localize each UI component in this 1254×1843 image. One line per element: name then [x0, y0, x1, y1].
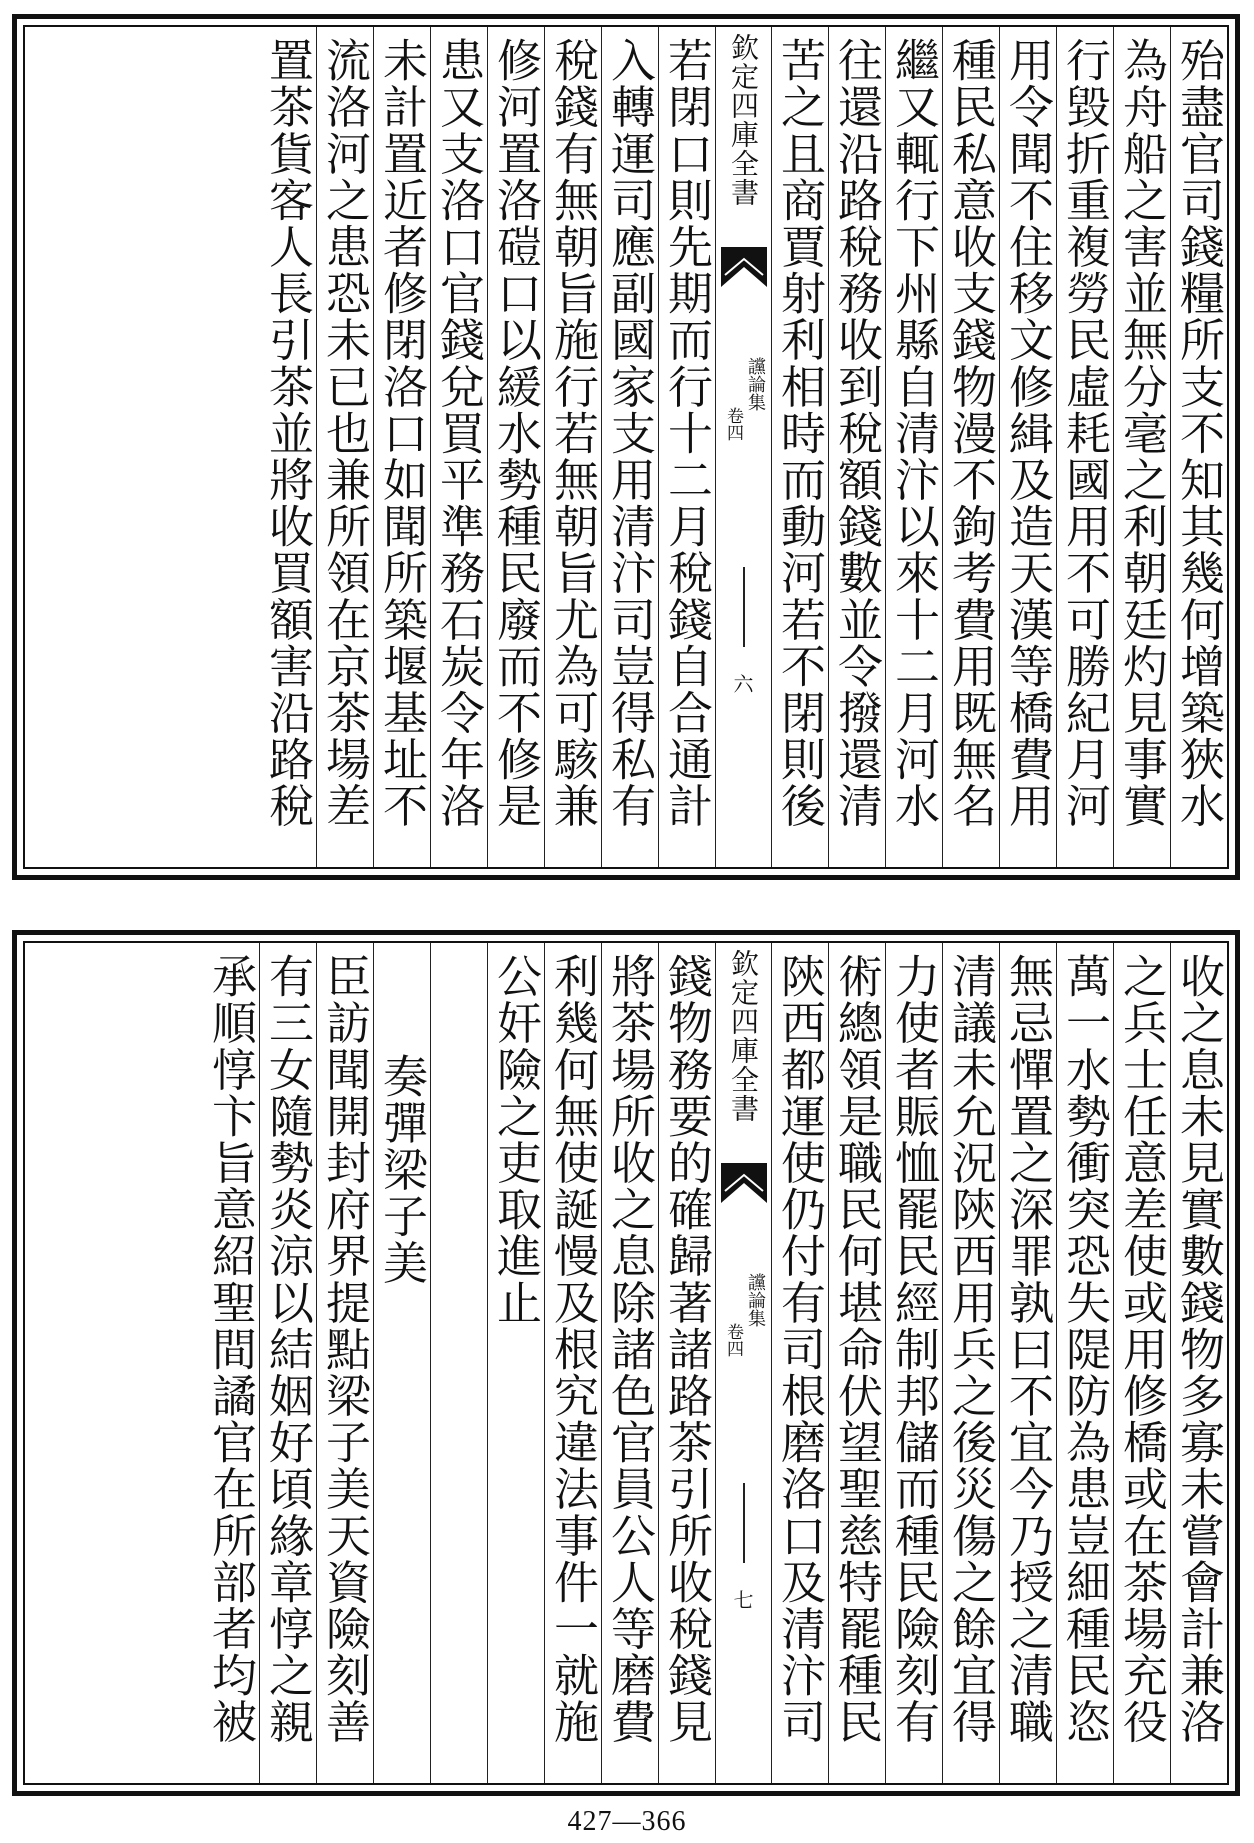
page-top-frame	[23, 25, 1229, 869]
text-column: 錢物務要的確歸著諸路茶引所收稅錢見	[658, 943, 715, 1783]
text-column: 力使者賑恤罷民經制邦儲而種民險刻有	[885, 943, 942, 1783]
page-bottom-columns	[25, 943, 1227, 1783]
page-top-columns	[25, 27, 1227, 867]
text-column: 之兵士任意差使或用修橋或在茶場充役	[1113, 943, 1170, 1783]
text-column: 稅錢有無朝旨施行若無朝旨尤為可駭兼	[544, 27, 601, 867]
collection-name: 讜論集	[745, 1273, 766, 1327]
page-bottom-frame	[23, 941, 1229, 1785]
text-column: 修河置洛磑口以緩水勢種民廢而不修是	[487, 27, 544, 867]
text-column: 苦之且商賈射利相時而動河若不閉則後	[771, 27, 828, 867]
sheet-identifier: 427—366	[567, 1806, 687, 1837]
text-column: 入轉運司應副國家支用清汴司豈得私有	[601, 27, 658, 867]
text-column: 有三女隨勢炎涼以結姻好頃緣章惇之親	[259, 943, 316, 1783]
text-column: 清議未允況陝西用兵之後災傷之餘宜得	[942, 943, 999, 1783]
volume-number: 卷四	[723, 1323, 743, 1357]
text-column: 種民私意收支錢物漫不鉤考費用既無名	[942, 27, 999, 867]
fish-tail-mark-icon	[719, 245, 769, 289]
text-column: 公奸險之吏取進止	[487, 943, 544, 1783]
text-column: 術總領是職民何堪命伏望聖慈特罷種民	[828, 943, 885, 1783]
text-column: 行毀折重複勞民虛耗國用不可勝紀月河	[1056, 27, 1113, 867]
page-bottom	[12, 930, 1240, 1796]
text-column: 臣訪聞開封府界提點梁子美天資險刻善	[316, 943, 373, 1783]
fold-line	[743, 1483, 745, 1563]
text-column: 往還沿路稅務收到稅額錢數並令撥還清	[828, 27, 885, 867]
book-title: 欽定四庫全書	[727, 33, 760, 207]
book-title: 欽定四庫全書	[727, 949, 760, 1123]
center-subtitle	[716, 357, 771, 517]
text-column: 未計置近者修閉洛口如聞所築堰基址不	[373, 27, 430, 867]
text-column: 為舟船之害並無分毫之利朝廷灼見事實	[1113, 27, 1170, 867]
page-number: 六	[733, 672, 754, 696]
fold-line	[743, 567, 745, 647]
text-column: 收之息未見實數錢物多寡未嘗會計兼洛	[1170, 943, 1227, 1783]
memorial-title-column: 奏彈梁子美	[373, 943, 430, 1783]
page-number: 七	[733, 1588, 754, 1612]
collection-name: 讜論集	[745, 357, 766, 411]
text-column: 陝西都運使仍付有司根磨洛口及清汴司	[771, 943, 828, 1783]
text-column	[430, 943, 487, 1783]
text-column: 用令聞不住移文修緝及造天漢等橋費用	[999, 27, 1056, 867]
text-column: 承順惇卞旨意紹聖間譎官在所部者均被	[204, 953, 257, 1746]
center-fold	[715, 27, 771, 867]
text-column: 若閉口則先期而行十二月稅錢自合通計	[658, 27, 715, 867]
center-fold	[715, 943, 771, 1783]
text-column: 將茶場所收之息除諸色官員公人等磨費	[601, 943, 658, 1783]
text-column: 萬一水勢衝突恐失隄防為患豈細種民恣	[1056, 943, 1113, 1783]
text-column: 無忌憚置之深罪孰曰不宜今乃授之清職	[999, 943, 1056, 1783]
fish-tail-mark-icon	[719, 1161, 769, 1205]
text-column: 繼又輒行下州縣自清汴以來十二月河水	[885, 27, 942, 867]
text-column: 置茶貨客人長引茶並將收買額害沿路稅	[261, 37, 314, 830]
text-column: 利幾何無使誕慢及根究違法事件一就施	[544, 943, 601, 1783]
volume-number: 卷四	[723, 407, 743, 441]
center-subtitle	[716, 1273, 771, 1433]
text-column: 患又支洛口官錢兌買平準務石炭令年洛	[430, 27, 487, 867]
page-top	[12, 14, 1240, 880]
text-column: 殆盡官司錢糧所支不知其幾何增築狹水	[1170, 27, 1227, 867]
text-column: 流洛河之患恐未已也兼所領在京茶場差	[316, 27, 373, 867]
